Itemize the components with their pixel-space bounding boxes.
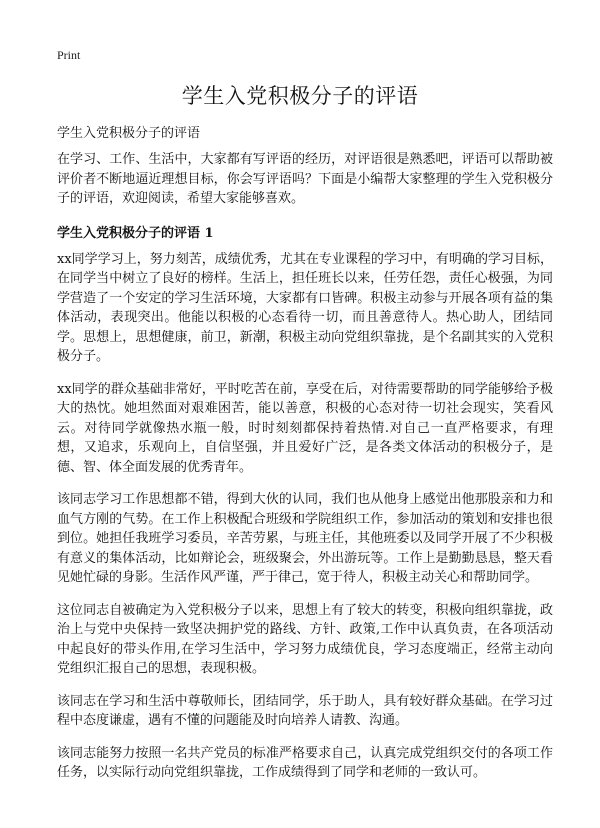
document-subtitle: 学生入党积极分子的评语 <box>57 126 201 141</box>
paragraph: 这位同志自被确定为入党积极分子以来，思想上有了较大的转变，积极向组织靠拢，政治上与党中央保持一致坚决拥护党的路线、方针、政策,工作中认真负责，在各项活动中起良好的带头作用,在学习生活中，学习努力成绩优良，学习态度端正，经常主动向党组织汇报自己的思想，表现积极。 <box>57 602 553 676</box>
section-heading: 学生入党积极分子的评语 1 <box>57 225 214 241</box>
paragraph: 该同志学习工作思想都不错，得到大伙的认同，我们也从他身上感觉出他那股亲和力和血气方刚的气势。在工作上积极配合班级和学院组织工作，参加活动的策划和安排也很到位。她担任我班学习委员，辛苦劳累，与班主任，其他班委以及同学开展了不少积极有意义的集体活动，比如辩论会，班级聚会，外出游玩等。工作上是勤勤恳恳，整天看见她忙碌的身影。生活作风严谨，严于律己，宽于待人，积极主动关心和帮助同学。 <box>57 492 553 585</box>
paragraph: xx同学的群众基础非常好，平时吃苦在前，享受在后，对待需要帮助的同学能够给予极大的热忱。她坦然面对艰难困苦，能以善意，积极的心态对待一切社会现实，笑看风云。对待同学就像热水瓶一般，时时刻刻都保持着热情.对自己一直严格要求，有理想，又追求，乐观向上，自信坚强，并且爱好广泛，是各类文体活动的积极分子，是德、智、体全面发展的优秀青年。 <box>57 381 553 475</box>
print-link[interactable]: Print <box>57 48 81 62</box>
document-body <box>57 150 553 796</box>
paragraph: 该同志能努力按照一名共产党员的标准严格要求自己，认真完成党组织交付的各项工作任务，以实际行动向党组织靠拢，工作成绩得到了同学和老师的一致认可。 <box>57 745 553 780</box>
page-title: 学生入党积极分子的评语 <box>181 84 419 108</box>
paragraph: xx同学学习上，努力刻苦，成绩优秀，尤其在专业课程的学习中，有明确的学习目标，在同学当中树立了良好的榜样。生活上，担任班长以来，任劳任怨，责任心极强，为同学营造了一个安定的学习生活环境，大家都有口皆碑。积极主动参与开展各项有益的集体活动，表现突出。他能以积极的心态看待一切，而且善意待人。热心助人，团结同学。思想上，思想健康，前卫，新潮，积极主动向党组织靠拢，是个名副其实的入党积极分子。 <box>57 251 553 364</box>
paragraph: 该同志在学习和生活中尊敬师长，团结同学，乐于助人，具有较好群众基础。在学习过程中态度谦虚，遇有不懂的问题能及时向培养人请教、沟通。 <box>57 693 553 728</box>
intro-paragraph: 在学习、工作、生活中，大家都有写评语的经历，对评语很是熟悉吧，评语可以帮助被评价者不断地逼近理想目标，你会写评语吗？下面是小编帮大家整理的学生入党积极分子的评语，欢迎阅读，希望大家能够喜欢。 <box>57 152 553 206</box>
